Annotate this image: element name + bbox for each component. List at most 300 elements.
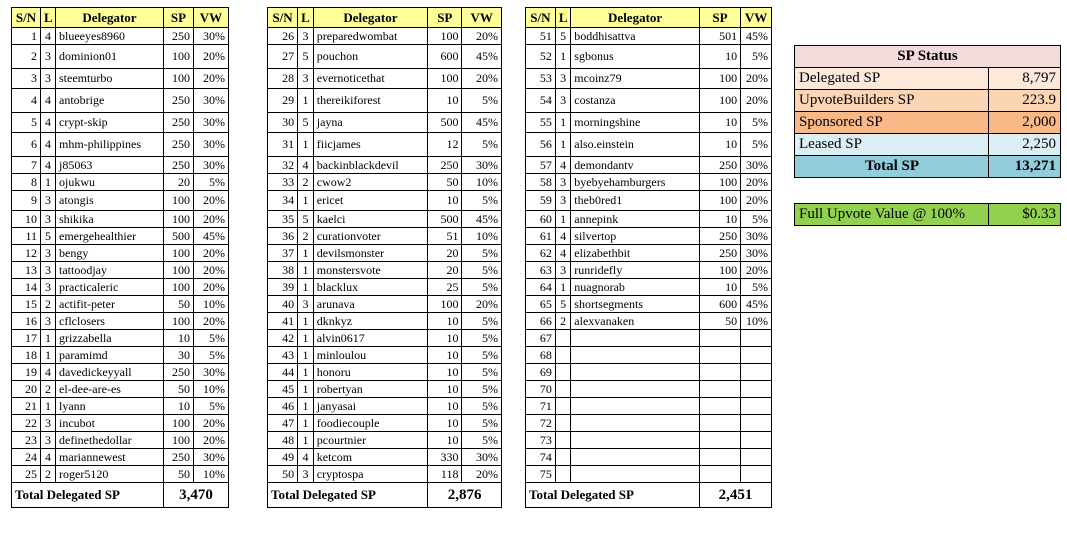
row-sp: 10 bbox=[699, 211, 740, 228]
delegator-name: devilsmonster bbox=[313, 245, 427, 262]
row-sn: 52 bbox=[526, 45, 556, 69]
table-row bbox=[526, 364, 772, 381]
row-sp: 100 bbox=[164, 415, 194, 432]
row-sn: 65 bbox=[526, 296, 556, 313]
row-vw: 30% bbox=[194, 28, 229, 45]
table-body bbox=[526, 28, 772, 483]
row-sn: 4 bbox=[12, 89, 41, 113]
row-vw: 5% bbox=[741, 133, 772, 157]
row-sn: 45 bbox=[268, 381, 298, 398]
row-vw: 5% bbox=[741, 113, 772, 133]
delegator-name: runridefly bbox=[571, 262, 700, 279]
row-level: 4 bbox=[298, 449, 314, 466]
row-sp: 100 bbox=[699, 262, 740, 279]
row-sp: 12 bbox=[428, 133, 462, 157]
row-vw: 20% bbox=[194, 45, 229, 69]
row-vw: 30% bbox=[462, 449, 502, 466]
row-sp: 10 bbox=[428, 432, 462, 449]
row-sp: 10 bbox=[428, 347, 462, 364]
table-row bbox=[268, 191, 502, 211]
row-sp: 600 bbox=[428, 45, 462, 69]
row-sp: 100 bbox=[164, 211, 194, 228]
row-sp: 100 bbox=[164, 69, 194, 89]
row-vw: 20% bbox=[462, 28, 502, 45]
row-sn: 15 bbox=[12, 296, 41, 313]
row-sn: 62 bbox=[526, 245, 556, 262]
row-level: 1 bbox=[298, 89, 314, 113]
delegator-name: arunava bbox=[313, 296, 427, 313]
row-sn: 57 bbox=[526, 157, 556, 174]
row-level: 1 bbox=[298, 347, 314, 364]
row-level bbox=[555, 466, 570, 483]
row-sn: 20 bbox=[12, 381, 41, 398]
row-sn: 67 bbox=[526, 330, 556, 347]
row-level: 4 bbox=[555, 157, 570, 174]
row-sp: 100 bbox=[428, 296, 462, 313]
row-sn: 47 bbox=[268, 415, 298, 432]
row-sn: 42 bbox=[268, 330, 298, 347]
table-row bbox=[526, 262, 772, 279]
row-level: 4 bbox=[41, 28, 56, 45]
row-vw: 20% bbox=[194, 262, 229, 279]
row-sp: 330 bbox=[428, 449, 462, 466]
row-sp: 100 bbox=[699, 69, 740, 89]
delegator-name bbox=[571, 381, 700, 398]
table-row bbox=[268, 364, 502, 381]
row-sn: 48 bbox=[268, 432, 298, 449]
row-sp: 20 bbox=[164, 174, 194, 191]
row-sp bbox=[699, 432, 740, 449]
table-row bbox=[268, 415, 502, 432]
delegator-name: dominion01 bbox=[56, 45, 164, 69]
delegator-name: silvertop bbox=[571, 228, 700, 245]
row-sn: 75 bbox=[526, 466, 556, 483]
row-sp: 50 bbox=[164, 381, 194, 398]
delegator-name: demondantv bbox=[571, 157, 700, 174]
table-row bbox=[268, 432, 502, 449]
delegator-name: el-dee-are-es bbox=[56, 381, 164, 398]
row-level: 5 bbox=[555, 296, 570, 313]
row-sp: 250 bbox=[699, 228, 740, 245]
delegator-name bbox=[571, 432, 700, 449]
row-sp: 50 bbox=[699, 313, 740, 330]
status-row-delegated bbox=[795, 68, 1061, 90]
delegator-name: blueeyes8960 bbox=[56, 28, 164, 45]
row-sn: 72 bbox=[526, 415, 556, 432]
delegator-name bbox=[571, 466, 700, 483]
table-row bbox=[526, 347, 772, 364]
row-vw: 5% bbox=[741, 279, 772, 296]
table-row bbox=[526, 313, 772, 330]
row-sn: 63 bbox=[526, 262, 556, 279]
delegator-name: janyasai bbox=[313, 398, 427, 415]
delegator-name: ericet bbox=[313, 191, 427, 211]
row-vw: 20% bbox=[194, 69, 229, 89]
row-sp bbox=[699, 347, 740, 364]
total-value: 2,451 bbox=[699, 483, 771, 508]
row-sn: 39 bbox=[268, 279, 298, 296]
row-vw: 10% bbox=[194, 296, 229, 313]
row-sp: 50 bbox=[428, 174, 462, 191]
row-vw: 5% bbox=[194, 330, 229, 347]
row-sn: 36 bbox=[268, 228, 298, 245]
row-sn: 7 bbox=[12, 157, 41, 174]
delegator-name: shikika bbox=[56, 211, 164, 228]
row-level: 3 bbox=[555, 69, 570, 89]
delegator-name: preparedwombat bbox=[313, 28, 427, 45]
header-delegator: Delegator bbox=[313, 8, 427, 28]
row-vw: 20% bbox=[194, 313, 229, 330]
row-vw: 10% bbox=[462, 228, 502, 245]
row-level: 5 bbox=[555, 28, 570, 45]
row-level: 3 bbox=[555, 89, 570, 113]
row-vw bbox=[741, 415, 772, 432]
row-sn: 2 bbox=[12, 45, 41, 69]
delegator-name: emergehealthier bbox=[56, 228, 164, 245]
table-row bbox=[12, 415, 229, 432]
table-row bbox=[268, 347, 502, 364]
row-sp: 10 bbox=[428, 89, 462, 113]
row-level bbox=[555, 347, 570, 364]
row-sn: 61 bbox=[526, 228, 556, 245]
delegator-name: steemturbo bbox=[56, 69, 164, 89]
row-level: 3 bbox=[41, 211, 56, 228]
delegator-name: incubot bbox=[56, 415, 164, 432]
row-sn: 41 bbox=[268, 313, 298, 330]
row-level: 2 bbox=[298, 174, 314, 191]
delegator-name: davedickeyyall bbox=[56, 364, 164, 381]
row-vw: 45% bbox=[462, 211, 502, 228]
row-sn: 64 bbox=[526, 279, 556, 296]
delegator-name: costanza bbox=[571, 89, 700, 113]
row-sn: 35 bbox=[268, 211, 298, 228]
delegator-table-2 bbox=[267, 7, 502, 508]
row-vw: 30% bbox=[741, 228, 772, 245]
status-value: 223.9 bbox=[989, 90, 1061, 112]
table-row bbox=[268, 211, 502, 228]
header-vw: VW bbox=[194, 8, 229, 28]
row-sn: 25 bbox=[12, 466, 41, 483]
delegator-name: kaelci bbox=[313, 211, 427, 228]
table-row bbox=[526, 245, 772, 262]
delegator-name: grizzabella bbox=[56, 330, 164, 347]
row-sn: 24 bbox=[12, 449, 41, 466]
row-level: 3 bbox=[555, 262, 570, 279]
row-level: 1 bbox=[555, 279, 570, 296]
row-sn: 55 bbox=[526, 113, 556, 133]
row-level: 1 bbox=[555, 211, 570, 228]
sp-status-table bbox=[794, 45, 1061, 178]
row-vw: 5% bbox=[194, 347, 229, 364]
row-sp: 501 bbox=[699, 28, 740, 45]
delegator-name: tattoodjay bbox=[56, 262, 164, 279]
table-header bbox=[268, 8, 502, 28]
row-level: 4 bbox=[555, 245, 570, 262]
status-value: 13,271 bbox=[989, 156, 1061, 178]
row-vw: 5% bbox=[462, 347, 502, 364]
row-sp: 250 bbox=[164, 133, 194, 157]
table-row bbox=[12, 364, 229, 381]
row-vw: 30% bbox=[741, 245, 772, 262]
table-row bbox=[268, 330, 502, 347]
row-vw: 5% bbox=[462, 133, 502, 157]
table-row bbox=[526, 133, 772, 157]
row-level: 3 bbox=[555, 191, 570, 211]
table-row bbox=[12, 228, 229, 245]
row-level: 5 bbox=[41, 228, 56, 245]
full-upvote-value: $0.33 bbox=[989, 204, 1061, 226]
status-value: 2,000 bbox=[989, 112, 1061, 134]
row-level: 1 bbox=[41, 330, 56, 347]
table-row bbox=[526, 228, 772, 245]
header-l: L bbox=[298, 8, 314, 28]
row-sn: 6 bbox=[12, 133, 41, 157]
table-row bbox=[268, 296, 502, 313]
row-vw: 5% bbox=[462, 262, 502, 279]
delegator-name: morningshine bbox=[571, 113, 700, 133]
delegator-name: also.einstein bbox=[571, 133, 700, 157]
table-row bbox=[268, 449, 502, 466]
row-sp: 100 bbox=[164, 245, 194, 262]
delegator-name: dknkyz bbox=[313, 313, 427, 330]
table-row bbox=[526, 398, 772, 415]
row-sp bbox=[699, 381, 740, 398]
row-vw: 5% bbox=[462, 432, 502, 449]
status-row-sponsored bbox=[795, 112, 1061, 134]
row-sn: 46 bbox=[268, 398, 298, 415]
row-sp: 10 bbox=[699, 113, 740, 133]
row-level: 3 bbox=[298, 69, 314, 89]
table-row bbox=[526, 381, 772, 398]
delegator-name: thereikiforest bbox=[313, 89, 427, 113]
row-sp: 500 bbox=[428, 113, 462, 133]
row-level: 5 bbox=[298, 211, 314, 228]
row-sp: 10 bbox=[428, 415, 462, 432]
row-sp: 10 bbox=[428, 313, 462, 330]
row-sn: 12 bbox=[12, 245, 41, 262]
delegator-name: practicaleric bbox=[56, 279, 164, 296]
row-level: 1 bbox=[298, 381, 314, 398]
table-row bbox=[268, 262, 502, 279]
row-sp bbox=[699, 415, 740, 432]
row-sp bbox=[699, 364, 740, 381]
row-sn: 71 bbox=[526, 398, 556, 415]
row-sp: 10 bbox=[164, 398, 194, 415]
row-sn: 51 bbox=[526, 28, 556, 45]
delegator-name: j85063 bbox=[56, 157, 164, 174]
delegator-name: alexvanaken bbox=[571, 313, 700, 330]
row-level: 4 bbox=[41, 364, 56, 381]
row-level: 4 bbox=[298, 157, 314, 174]
row-sn: 16 bbox=[12, 313, 41, 330]
row-vw: 30% bbox=[462, 157, 502, 174]
table-body bbox=[12, 28, 229, 483]
delegator-name: cwow2 bbox=[313, 174, 427, 191]
row-sn: 56 bbox=[526, 133, 556, 157]
table-row bbox=[12, 245, 229, 262]
row-sn: 21 bbox=[12, 398, 41, 415]
row-sp: 250 bbox=[164, 364, 194, 381]
delegator-name bbox=[571, 415, 700, 432]
table-row bbox=[268, 69, 502, 89]
row-sn: 59 bbox=[526, 191, 556, 211]
status-label: Leased SP bbox=[795, 134, 989, 156]
delegator-name: evernoticethat bbox=[313, 69, 427, 89]
row-sn: 33 bbox=[268, 174, 298, 191]
row-sn: 70 bbox=[526, 381, 556, 398]
status-row-upvotebuilders bbox=[795, 90, 1061, 112]
table-row bbox=[268, 279, 502, 296]
table-row bbox=[12, 313, 229, 330]
table-row bbox=[12, 347, 229, 364]
row-sp: 100 bbox=[164, 45, 194, 69]
delegator-name: blacklux bbox=[313, 279, 427, 296]
row-sp: 250 bbox=[699, 245, 740, 262]
header-sn: S/N bbox=[268, 8, 298, 28]
table-row bbox=[12, 449, 229, 466]
row-sp: 600 bbox=[699, 296, 740, 313]
row-sn: 14 bbox=[12, 279, 41, 296]
row-level: 4 bbox=[41, 113, 56, 133]
delegator-name: lyann bbox=[56, 398, 164, 415]
delegator-name: pcourtnier bbox=[313, 432, 427, 449]
row-vw: 5% bbox=[462, 89, 502, 113]
table-row bbox=[526, 174, 772, 191]
table-row bbox=[526, 296, 772, 313]
row-sn: 37 bbox=[268, 245, 298, 262]
row-vw: 5% bbox=[741, 211, 772, 228]
row-sp: 30 bbox=[164, 347, 194, 364]
table-row bbox=[12, 466, 229, 483]
row-vw: 45% bbox=[462, 45, 502, 69]
row-sp: 100 bbox=[164, 262, 194, 279]
row-sn: 19 bbox=[12, 364, 41, 381]
table-row bbox=[12, 330, 229, 347]
status-value: 8,797 bbox=[989, 68, 1061, 90]
row-vw: 30% bbox=[741, 157, 772, 174]
table-row bbox=[268, 89, 502, 113]
row-vw: 30% bbox=[194, 133, 229, 157]
row-sp: 250 bbox=[164, 89, 194, 113]
delegator-name: minloulou bbox=[313, 347, 427, 364]
row-level: 1 bbox=[298, 398, 314, 415]
row-level: 1 bbox=[298, 432, 314, 449]
header-sp: SP bbox=[428, 8, 462, 28]
delegator-name bbox=[571, 347, 700, 364]
row-sn: 3 bbox=[12, 69, 41, 89]
table-row bbox=[526, 279, 772, 296]
row-sn: 73 bbox=[526, 432, 556, 449]
delegator-name: bengy bbox=[56, 245, 164, 262]
delegator-name: actifit-peter bbox=[56, 296, 164, 313]
row-level: 2 bbox=[41, 466, 56, 483]
row-sp: 25 bbox=[428, 279, 462, 296]
row-vw: 20% bbox=[741, 262, 772, 279]
row-level: 3 bbox=[298, 28, 314, 45]
row-level: 1 bbox=[555, 113, 570, 133]
row-vw bbox=[741, 432, 772, 449]
table-row bbox=[268, 245, 502, 262]
row-vw bbox=[741, 398, 772, 415]
row-sn: 53 bbox=[526, 69, 556, 89]
row-level: 1 bbox=[298, 245, 314, 262]
row-vw: 20% bbox=[194, 279, 229, 296]
table-row bbox=[526, 415, 772, 432]
row-level: 3 bbox=[41, 69, 56, 89]
delegator-name: byebyehamburgers bbox=[571, 174, 700, 191]
row-vw: 20% bbox=[462, 466, 502, 483]
row-vw: 20% bbox=[194, 432, 229, 449]
row-sn: 27 bbox=[268, 45, 298, 69]
row-level: 1 bbox=[41, 347, 56, 364]
total-value: 3,470 bbox=[164, 483, 229, 508]
row-sp: 100 bbox=[164, 313, 194, 330]
row-sp: 10 bbox=[428, 364, 462, 381]
row-sp: 10 bbox=[164, 330, 194, 347]
row-sn: 44 bbox=[268, 364, 298, 381]
row-level: 3 bbox=[41, 313, 56, 330]
delegator-name: pouchon bbox=[313, 45, 427, 69]
row-level bbox=[555, 330, 570, 347]
table-row bbox=[12, 133, 229, 157]
table-row bbox=[526, 449, 772, 466]
row-sn: 58 bbox=[526, 174, 556, 191]
row-level bbox=[555, 449, 570, 466]
row-level bbox=[555, 381, 570, 398]
delegator-name: cryptospa bbox=[313, 466, 427, 483]
row-vw: 5% bbox=[194, 398, 229, 415]
row-vw: 5% bbox=[194, 174, 229, 191]
row-sp: 10 bbox=[428, 381, 462, 398]
row-sp: 100 bbox=[164, 279, 194, 296]
row-sn: 34 bbox=[268, 191, 298, 211]
row-vw: 10% bbox=[194, 381, 229, 398]
table-row bbox=[526, 69, 772, 89]
delegator-name: fiicjames bbox=[313, 133, 427, 157]
delegator-name: definethedollar bbox=[56, 432, 164, 449]
row-vw bbox=[741, 364, 772, 381]
row-vw bbox=[741, 347, 772, 364]
row-sp: 10 bbox=[428, 330, 462, 347]
header-l: L bbox=[41, 8, 56, 28]
row-sp: 250 bbox=[699, 157, 740, 174]
delegator-name: cflclosers bbox=[56, 313, 164, 330]
row-level bbox=[555, 398, 570, 415]
delegator-name: crypt-skip bbox=[56, 113, 164, 133]
total-row bbox=[526, 483, 772, 508]
total-label: Total Delegated SP bbox=[526, 483, 700, 508]
table-row bbox=[12, 28, 229, 45]
row-vw: 5% bbox=[462, 364, 502, 381]
row-vw: 20% bbox=[741, 174, 772, 191]
table-row bbox=[526, 113, 772, 133]
row-sn: 32 bbox=[268, 157, 298, 174]
status-label: UpvoteBuilders SP bbox=[795, 90, 989, 112]
row-sn: 28 bbox=[268, 69, 298, 89]
table-row bbox=[526, 330, 772, 347]
total-label: Total Delegated SP bbox=[268, 483, 428, 508]
row-sp: 50 bbox=[164, 296, 194, 313]
delegator-name: sgbonus bbox=[571, 45, 700, 69]
row-vw: 20% bbox=[462, 69, 502, 89]
row-vw: 20% bbox=[462, 296, 502, 313]
row-level: 1 bbox=[298, 330, 314, 347]
table-row bbox=[526, 432, 772, 449]
status-label: Delegated SP bbox=[795, 68, 989, 90]
table-row bbox=[12, 381, 229, 398]
row-level: 2 bbox=[41, 296, 56, 313]
table-row bbox=[526, 211, 772, 228]
